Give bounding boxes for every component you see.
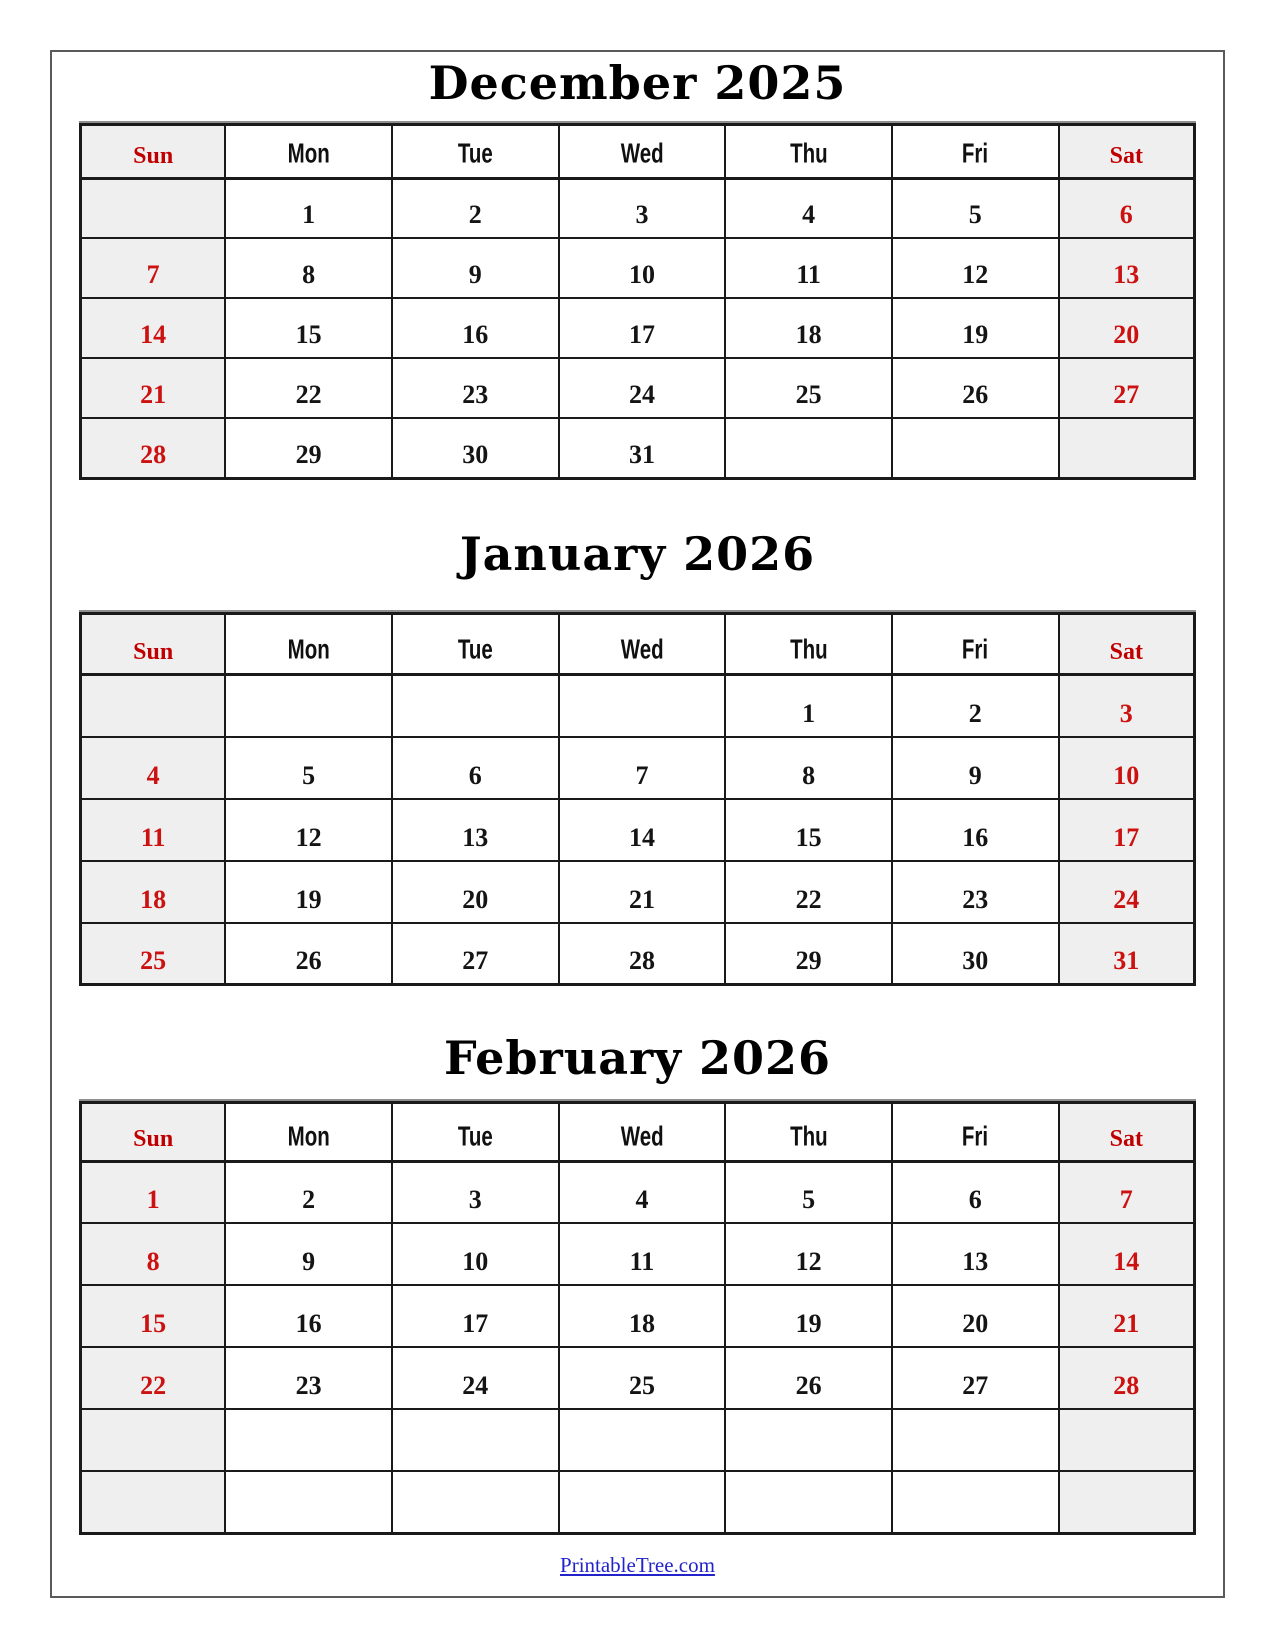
date-cell: 13 <box>1059 238 1195 298</box>
date-cell: 13 <box>892 1223 1059 1285</box>
date-cell: 28 <box>1059 1347 1195 1409</box>
date-cell: 16 <box>225 1285 392 1347</box>
date-cell: 27 <box>392 923 559 985</box>
day-header-thu <box>725 124 892 178</box>
date-cell: 7 <box>81 238 226 298</box>
date-cell: 11 <box>559 1223 726 1285</box>
week-row <box>81 418 1195 478</box>
date-cell: 3 <box>559 178 726 238</box>
date-cell: 3 <box>1059 675 1195 737</box>
day-header-mon <box>225 1102 392 1161</box>
empty-cell <box>892 1409 1059 1471</box>
day-header-tue <box>392 614 559 675</box>
date-cell: 4 <box>81 737 226 799</box>
date-cell: 20 <box>392 861 559 923</box>
day-header-label: Tue <box>457 1120 493 1152</box>
date-cell: 19 <box>225 861 392 923</box>
calendar-february-2026 <box>52 1030 1223 1535</box>
date-cell: 5 <box>225 737 392 799</box>
week-row <box>81 923 1195 985</box>
day-header-wed <box>559 614 726 675</box>
calendar-january-2026 <box>52 526 1223 987</box>
date-cell: 17 <box>559 298 726 358</box>
day-header-sat <box>1059 1102 1195 1161</box>
date-cell: 9 <box>225 1223 392 1285</box>
date-cell: 30 <box>892 923 1059 985</box>
day-header-label: Sun <box>133 142 174 169</box>
date-cell: 6 <box>392 737 559 799</box>
date-cell: 14 <box>559 799 726 861</box>
date-cell: 16 <box>892 799 1059 861</box>
date-cell: 19 <box>892 298 1059 358</box>
date-cell: 8 <box>725 737 892 799</box>
day-header-mon <box>225 124 392 178</box>
week-row <box>81 675 1195 737</box>
weekday-row <box>81 614 1195 675</box>
day-header-label: Fri <box>962 1120 989 1152</box>
date-cell: 11 <box>81 799 226 861</box>
date-cell: 2 <box>392 178 559 238</box>
day-header-tue <box>392 124 559 178</box>
day-header-thu <box>725 1102 892 1161</box>
date-cell: 26 <box>725 1347 892 1409</box>
date-cell: 30 <box>392 418 559 478</box>
date-cell: 24 <box>392 1347 559 1409</box>
date-cell: 29 <box>725 923 892 985</box>
empty-cell <box>559 1471 726 1533</box>
week-row <box>81 298 1195 358</box>
date-cell: 10 <box>559 238 726 298</box>
date-cell: 21 <box>559 861 726 923</box>
date-cell: 25 <box>725 358 892 418</box>
date-cell: 23 <box>392 358 559 418</box>
date-cell: 6 <box>892 1161 1059 1223</box>
day-header-fri <box>892 124 1059 178</box>
date-cell: 7 <box>1059 1161 1195 1223</box>
date-cell: 8 <box>81 1223 226 1285</box>
date-cell: 5 <box>892 178 1059 238</box>
empty-cell <box>1059 1471 1195 1533</box>
day-header-label: Sat <box>1109 142 1143 169</box>
date-cell: 17 <box>392 1285 559 1347</box>
week-row <box>81 1409 1195 1471</box>
date-cell: 12 <box>892 238 1059 298</box>
week-row <box>81 238 1195 298</box>
empty-cell <box>559 675 726 737</box>
date-cell: 19 <box>725 1285 892 1347</box>
date-cell: 2 <box>225 1161 392 1223</box>
month-title: January 2026 <box>459 526 816 581</box>
date-cell: 15 <box>225 298 392 358</box>
day-header-label: Wed <box>620 1120 664 1152</box>
empty-cell <box>892 1471 1059 1533</box>
date-cell: 29 <box>225 418 392 478</box>
date-cell: 31 <box>1059 923 1195 985</box>
day-header-wed <box>559 1102 726 1161</box>
date-cell: 14 <box>1059 1223 1195 1285</box>
day-header-tue <box>392 1102 559 1161</box>
date-cell: 18 <box>81 861 226 923</box>
weekday-header-row <box>81 1102 1195 1161</box>
day-header-mon <box>225 614 392 675</box>
empty-cell <box>725 418 892 478</box>
day-header-sun <box>81 124 226 178</box>
day-header-sun <box>81 1102 226 1161</box>
empty-cell <box>559 1409 726 1471</box>
calendar-table <box>79 1101 1196 1535</box>
date-cell: 24 <box>559 358 726 418</box>
day-header-sat <box>1059 614 1195 675</box>
date-cell: 28 <box>559 923 726 985</box>
date-cell: 20 <box>1059 298 1195 358</box>
week-row <box>81 799 1195 861</box>
date-cell: 9 <box>392 238 559 298</box>
empty-cell <box>1059 1409 1195 1471</box>
day-header-label: Sat <box>1109 639 1143 665</box>
week-row <box>81 1161 1195 1223</box>
date-cell: 23 <box>225 1347 392 1409</box>
weekday-header-row <box>81 614 1195 675</box>
empty-cell <box>725 1409 892 1471</box>
dates-grid <box>81 1161 1195 1533</box>
day-header-fri <box>892 1102 1059 1161</box>
date-cell: 21 <box>81 358 226 418</box>
empty-cell <box>392 675 559 737</box>
date-cell: 28 <box>81 418 226 478</box>
date-cell: 24 <box>1059 861 1195 923</box>
empty-cell <box>725 1471 892 1533</box>
empty-cell <box>392 1409 559 1471</box>
date-cell: 16 <box>392 298 559 358</box>
empty-cell <box>81 1471 226 1533</box>
date-cell: 15 <box>725 799 892 861</box>
weekday-header-row <box>81 124 1195 178</box>
date-cell: 22 <box>81 1347 226 1409</box>
day-header-label: Sun <box>133 1125 174 1152</box>
weekday-row <box>81 124 1195 178</box>
week-row <box>81 1347 1195 1409</box>
empty-cell <box>1059 418 1195 478</box>
date-cell: 6 <box>1059 178 1195 238</box>
date-cell: 4 <box>559 1161 726 1223</box>
date-cell: 11 <box>725 238 892 298</box>
calendar-december-2025 <box>52 55 1223 480</box>
calendar-table <box>79 123 1196 480</box>
empty-cell <box>81 675 226 737</box>
month-title: February 2026 <box>443 1031 832 1085</box>
week-row <box>81 178 1195 238</box>
date-cell: 22 <box>725 861 892 923</box>
day-header-fri <box>892 614 1059 675</box>
empty-cell <box>892 418 1059 478</box>
week-row <box>81 861 1195 923</box>
date-cell: 1 <box>225 178 392 238</box>
empty-cell <box>392 1471 559 1533</box>
day-header-sat <box>1059 124 1195 178</box>
date-cell: 5 <box>725 1161 892 1223</box>
date-cell: 4 <box>725 178 892 238</box>
date-cell: 20 <box>892 1285 1059 1347</box>
day-header-label: Mon <box>287 1120 330 1152</box>
weekday-row <box>81 1102 1195 1161</box>
footer <box>52 1553 1223 1578</box>
date-cell: 17 <box>1059 799 1195 861</box>
day-header-label: Thu <box>789 1120 828 1152</box>
day-header-label: Thu <box>789 137 828 169</box>
footer-link[interactable]: PrintableTree.com <box>560 1552 715 1577</box>
day-header-label: Sat <box>1109 1125 1143 1152</box>
date-cell: 13 <box>392 799 559 861</box>
date-cell: 25 <box>559 1347 726 1409</box>
date-cell: 2 <box>892 675 1059 737</box>
week-row <box>81 358 1195 418</box>
date-cell: 1 <box>81 1161 226 1223</box>
date-cell: 14 <box>81 298 226 358</box>
day-header-label: Thu <box>789 634 828 665</box>
date-cell: 7 <box>559 737 726 799</box>
day-header-sun <box>81 614 226 675</box>
date-cell: 18 <box>559 1285 726 1347</box>
day-header-label: Sun <box>133 639 174 665</box>
week-row <box>81 737 1195 799</box>
date-cell: 1 <box>725 675 892 737</box>
dates-grid <box>81 675 1195 985</box>
dates-grid <box>81 178 1195 478</box>
day-header-label: Mon <box>287 634 330 665</box>
day-header-label: Mon <box>287 137 330 169</box>
day-header-thu <box>725 614 892 675</box>
date-cell: 22 <box>225 358 392 418</box>
empty-cell <box>225 675 392 737</box>
date-cell: 23 <box>892 861 1059 923</box>
date-cell: 10 <box>392 1223 559 1285</box>
day-header-label: Wed <box>620 137 664 169</box>
day-header-label: Tue <box>457 137 493 169</box>
date-cell: 25 <box>81 923 226 985</box>
day-header-label: Fri <box>962 634 989 665</box>
month-title: December 2025 <box>428 56 847 110</box>
day-header-label: Wed <box>620 634 664 665</box>
page-border <box>50 50 1225 1598</box>
date-cell: 31 <box>559 418 726 478</box>
date-cell: 15 <box>81 1285 226 1347</box>
date-cell: 27 <box>892 1347 1059 1409</box>
empty-cell <box>225 1471 392 1533</box>
week-row <box>81 1223 1195 1285</box>
date-cell: 10 <box>1059 737 1195 799</box>
day-header-wed <box>559 124 726 178</box>
date-cell: 9 <box>892 737 1059 799</box>
date-cell: 26 <box>892 358 1059 418</box>
empty-cell <box>81 178 226 238</box>
week-row <box>81 1285 1195 1347</box>
week-row <box>81 1471 1195 1533</box>
date-cell: 3 <box>392 1161 559 1223</box>
date-cell: 27 <box>1059 358 1195 418</box>
date-cell: 21 <box>1059 1285 1195 1347</box>
date-cell: 8 <box>225 238 392 298</box>
calendar-table <box>79 612 1196 986</box>
date-cell: 12 <box>225 799 392 861</box>
date-cell: 26 <box>225 923 392 985</box>
date-cell: 18 <box>725 298 892 358</box>
date-cell: 12 <box>725 1223 892 1285</box>
day-header-label: Fri <box>962 137 989 169</box>
empty-cell <box>81 1409 226 1471</box>
empty-cell <box>225 1409 392 1471</box>
day-header-label: Tue <box>457 634 493 665</box>
